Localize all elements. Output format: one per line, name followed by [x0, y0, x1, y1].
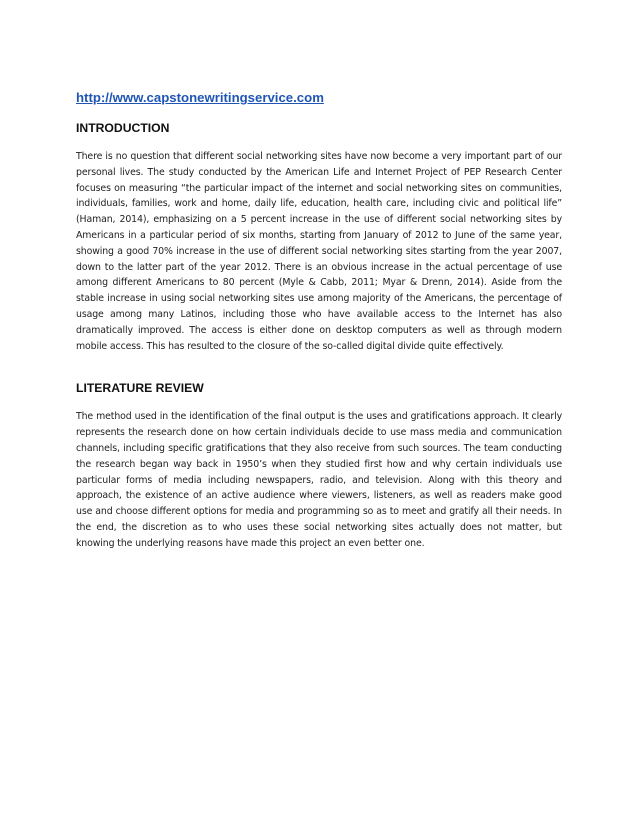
literature-review-paragraph: The method used in the identification of the final output is the uses and gratifications approach. It clearly represents the research done on how certain individuals decide to use mass media and communication channels, including specific gratifications that they also receive from such sources. The team conducting the research began way back in 1950’s when they studied first how and why certain individuals use particular forms of media including newspapers, radio, and television. Along with this theory and approach, the existence of an active audience where viewers, listeners, as well as readers make good use and choose different options for media and programming so as to meet and gratify all their needs. In the end, the discretion as to who uses these social networking sites actually does not matter, but knowing the underlying reasons have made this project an even better one.	[76, 411, 562, 549]
website-link[interactable]: http://www.capstonewritingservice.com	[76, 90, 324, 105]
introduction-section	[76, 121, 562, 354]
literature-review-heading: LITERATURE REVIEW	[76, 381, 204, 396]
document-content	[76, 89, 562, 552]
introduction-paragraph: There is no question that different social networking sites have now become a very important part of our personal lives. The study conducted by the American Life and Internet Project of PEP Research Center focuses on measuring “the particular impact of the internet and social networking sites on communities, individuals, families, work and home, daily life, education, health care, including civic and political life” (Haman, 2014), emphasizing on a 5 percent increase in the use of different social networking sites by Americans in a particular period of six months, starting from January of 2012 to June of the same year, showing a good 70% increase in the use of different social networking sites starting from the year 2007, down to the latter part of the year 2012. There is an obvious increase in the actual percentage of use among different Americans to 80 percent (Myle & Cabb, 2011; Myar & Drenn, 2014). Aside from the stable increase in using social networking sites use among majority of the Americans, the percentage of usage among many Latinos, including those who have available access to the Internet has also dramatically improved. The access is either done on desktop computers as well as through modern mobile access. This has resulted to the closure of the so-called digital divide quite effectively.	[76, 151, 562, 352]
introduction-heading: INTRODUCTION	[76, 121, 170, 135]
literature-review-section	[76, 381, 562, 551]
